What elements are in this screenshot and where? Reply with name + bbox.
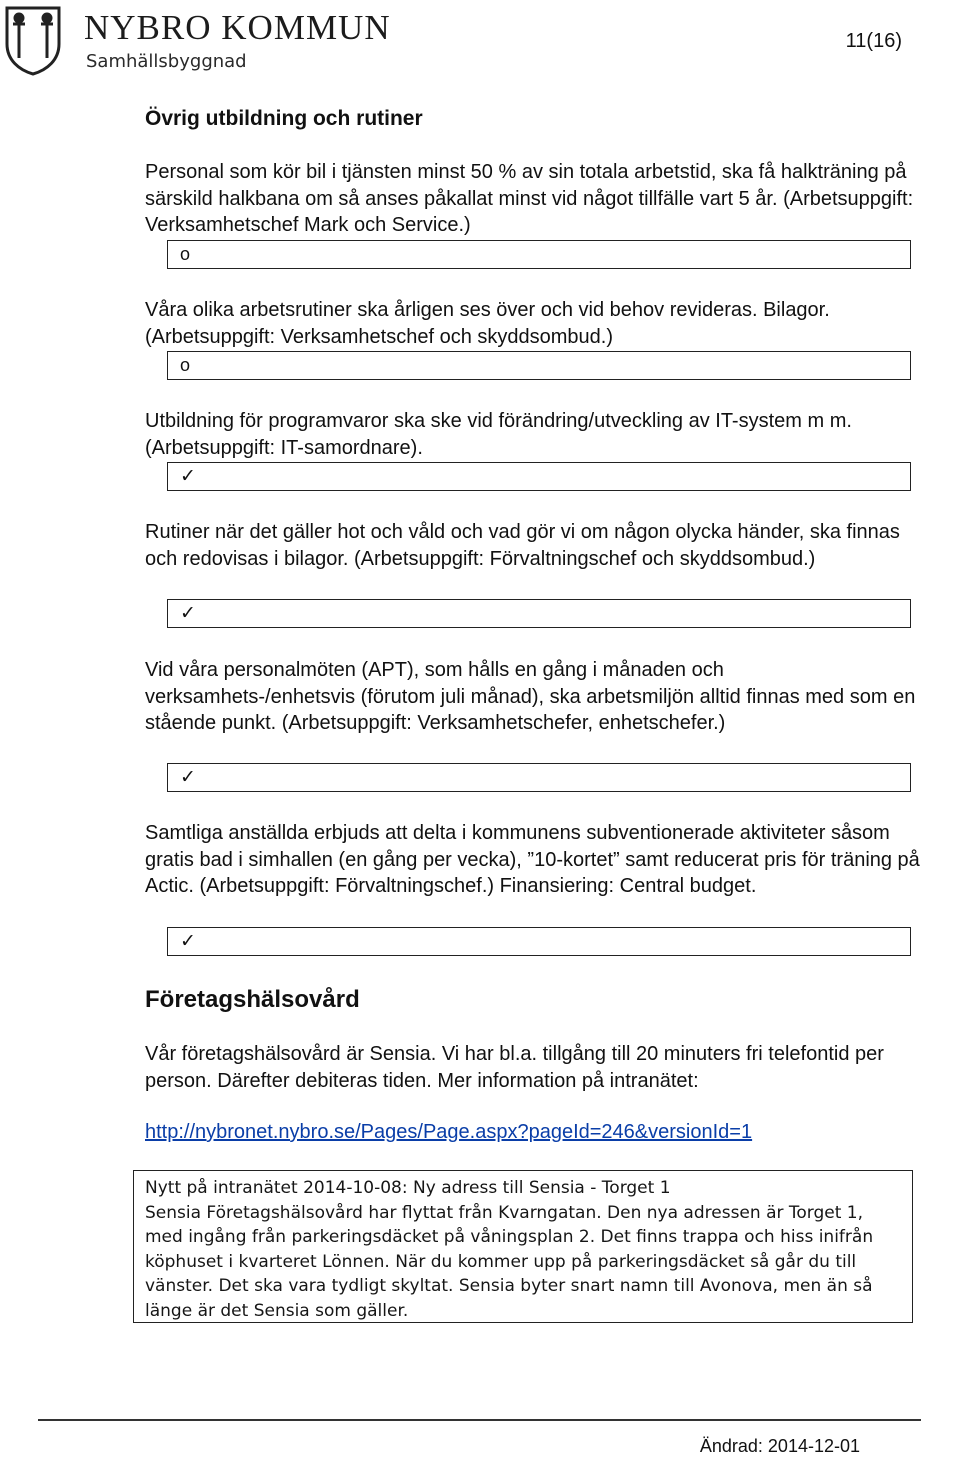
paragraph-halktraning: Personal som kör bil i tjänsten minst 50 % av sin totala arbetstid, ska få halkträning på särskild halkbana om så anses påkallat minst vid något tillfälle vart 5 år. (Arbetsuppgift: Verksamhetschef Mark och Service.) [145,161,914,236]
footer-changed-date: Ändrad: 2014-12-01 [699,1436,860,1456]
circle-bullet-icon: o [180,244,191,264]
paragraph-personalmoten: Vid våra personalmöten (APT), som hålls en gång i månaden och verksamhets-/enhetsvis (förutom juli månad), ska arbetsmiljön alltid finnas med som en stående punkt. (Arbetsuppgift: Verksamhetschefer, enhetschefer.) [145,659,916,734]
marker-box [167,351,911,380]
checkmark-icon: ✓ [180,465,196,487]
marker-box [167,240,911,269]
checkmark-icon: ✓ [180,930,196,952]
marker-box [167,462,911,491]
paragraph-subventionerade-aktiviteter: Samtliga anställda erbjuds att delta i kommunens subventionerade aktiviteter såsom gratis bad i simhallen (en gång per vecka), ”10-kortet” samt reducerat pris för träning på Actic. (Arbetsuppgift: Förvaltningschef.) Finansiering: Central budget. [145,822,920,897]
intranet-link[interactable]: http://nybronet.nybro.se/Pages/Page.aspx?pageId=246&versionId=1 [145,1121,753,1143]
checkmark-icon: ✓ [180,602,196,624]
checkmark-icon: ✓ [180,766,196,788]
section-heading-foretagshalsovard: Företagshälsovård [145,986,360,1013]
notice-title: Nytt på intranätet 2014-10-08: Ny adress till Sensia - Torget 1 [145,1178,671,1198]
paragraph-foretagshalsovard: Vår företagshälsovård är Sensia. Vi har bl.a. tillgång till 20 minuters fri telefontid per person. Därefter debiteras tiden. Mer information på intranätet: [145,1043,884,1092]
section-heading: Övrig utbildning och rutiner [145,107,423,130]
intranet-notice-box [133,1170,913,1323]
marker-box [167,927,911,956]
logo-subtitle: Samhällsbyggnad [86,51,247,72]
circle-bullet-icon: o [180,355,191,375]
paragraph-programvaror: Utbildning för programvaror ska ske vid förändring/utveckling av IT-system m m. (Arbetsuppgift: IT-samordnare). [145,410,852,459]
page-number: 11(16) [845,30,902,52]
marker-box [167,763,911,792]
paragraph-hot-och-vald: Rutiner när det gäller hot och våld och vad gör vi om någon olycka händer, ska finnas och redovisas i bilagor. (Arbetsuppgift: Förvaltningschef och skyddsombud.) [145,521,900,570]
municipality-logo-icon [3,4,63,76]
paragraph-arbetsrutiner: Våra olika arbetsrutiner ska årligen ses över och vid behov revideras. Bilagor. (Arbetsuppgift: Verksamhetschef och skyddsombud.) [145,299,830,348]
logo-name: NYBRO KOMMUN [84,8,391,47]
notice-body: Sensia Företagshälsovård har flyttat från Kvarngatan. Den nya adressen är Torget 1, med ingång från parkeringsdäcket på våningsplan 2. Det finns trappa och hiss inifrån köphuset i kvarteret Lönnen. När du kommer upp på parkeringsdäcket så går du till vänster. Det ska vara tydligt skyltat. Sensia byter snart namn till Avonova, men än så länge är det Sensia som gäller. [145,1202,874,1321]
footer-divider [38,1419,921,1421]
marker-box [167,599,911,628]
